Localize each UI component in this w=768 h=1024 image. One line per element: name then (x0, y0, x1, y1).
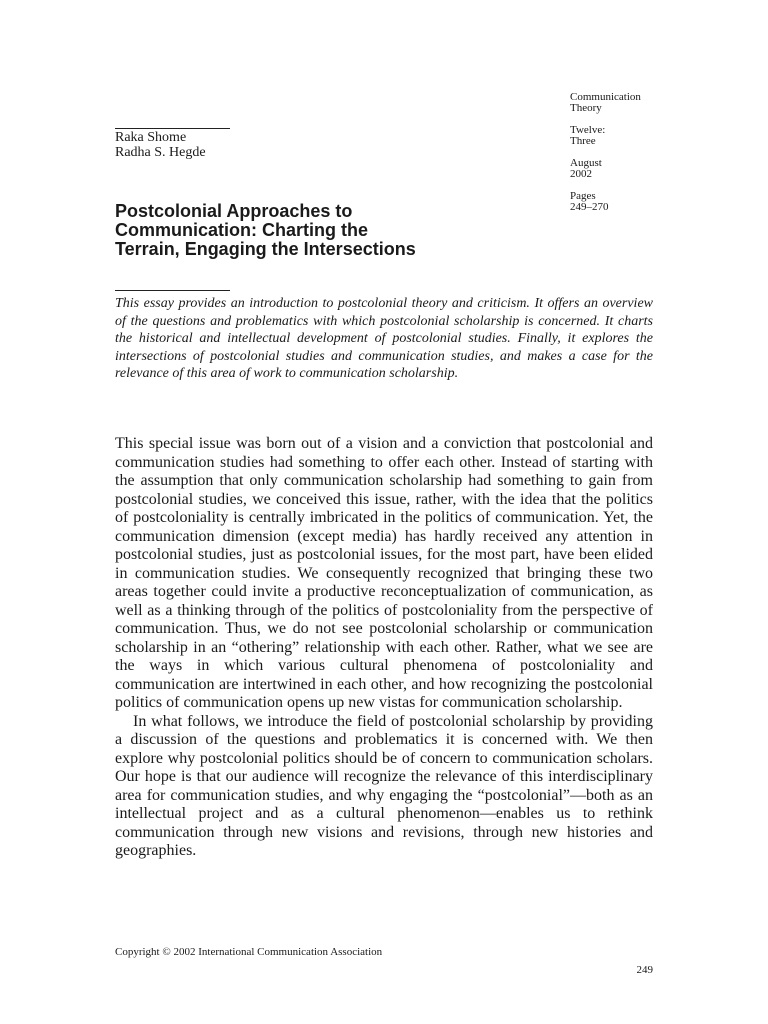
publication-date: August 2002 (570, 157, 602, 180)
article-body (115, 435, 653, 861)
journal-name: Communication Theory (570, 91, 641, 114)
author-name: Radha S. Hegde (115, 145, 206, 160)
journal-meta (570, 92, 680, 224)
author-name: Raka Shome (115, 130, 187, 145)
abstract: This essay provides an introduction to postcolonial theory and criticism. It offers an overview of the questions and problematics with which postcolonial scholarship is concerned. It charts the historical and intellectual development of postcolonial studies. Finally, it explores the intersections of postcolonial studies and communication studies, and makes a case for the relevance of this area of work to communication scholarship. (115, 296, 653, 381)
copyright-notice: Copyright © 2002 International Communication Association (115, 946, 383, 958)
article-title: Postcolonial Approaches to Communication: Charting the Terrain, Engaging the Intersections (115, 201, 416, 259)
body-paragraph: In what follows, we introduce the field of postcolonial scholarship by providing a discussion of the questions and problematics it is concerned with. We then explore why postcolonial politics should be of concern to communication scholars. Our hope is that our audience will recognize the relevance of this interdisciplinary area for communication studies, and why engaging the “postcolonial”—both as an intellectual project and as a cultural phenomenon—enables us to rethink communication through new visions and revisions, through new histories and geographies. (115, 712, 653, 859)
page-number: 249 (636, 964, 653, 976)
volume-issue: Twelve: Three (570, 124, 606, 147)
author-rule (115, 128, 230, 129)
author-block (115, 130, 206, 160)
page-range: Pages 249–270 (570, 190, 609, 213)
body-paragraph: This special issue was born out of a vision and a conviction that postcolonial and communication studies had something to offer each other. Instead of starting with the assumption that only communication scholarship had something to gain from postcolonial studies, we conceived this issue, rather, with the idea that the politics of postcoloniality is centrally imbricated in the politics of communication. Yet, the communication dimension (except media) has hardly received any attention in postcolonial studies, just as postcolonial issues, for the most part, have been elided in communication studies. We consequently recognized that bringing these two areas together could invite a productive reconceptualization of communication, as well as a thinking through of the politics of postcoloniality from the perspective of communication. Thus, we do not see postcolonial scholarship or communication scholarship in an “othering” relationship with each other. Rather, what we see are the ways in which various cultural phenomena of postcoloniality and communication are intertwined in each other, and how recognizing the postcolonial politics of communication opens up new vistas for communication scholarship. (115, 435, 653, 711)
abstract-rule (115, 290, 230, 291)
